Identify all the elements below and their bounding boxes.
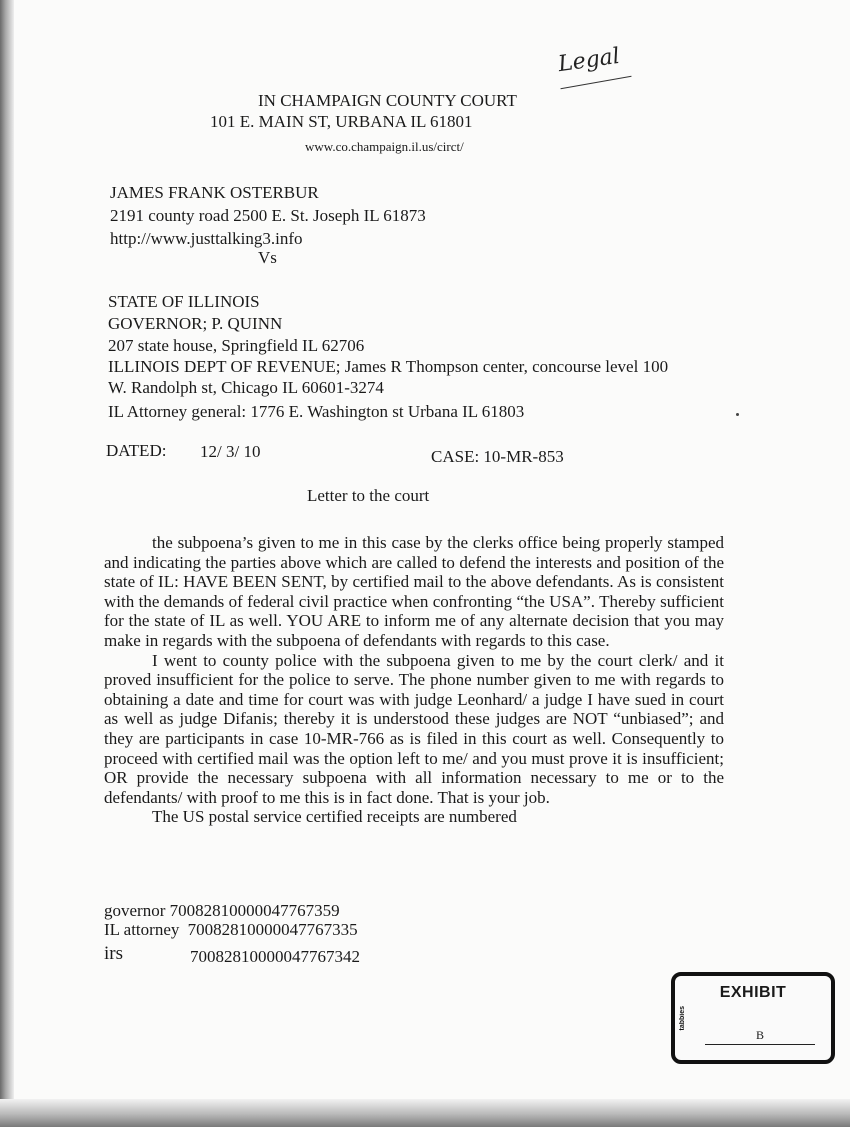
body-paragraph: the subpoena’s given to me in this case by the clerks office being properly stamped and indicating the parties above which are called to defend the interests and position of the state of IL: HAVE BEEN SENT, by certified mail to the above defendants. As is consistent with the demands of federal civil practice when confronting “the USA”. Thereby sufficient for the state of IL as well. YOU ARE to inform me of any alternate decision that you may make in regards with the subpoena of defendants with regards to this case.	[104, 533, 724, 650]
body-paragraph: The US postal service certified receipts are numbered	[152, 807, 517, 827]
court-name: IN CHAMPAIGN COUNTY COURT	[258, 91, 517, 110]
versus-label: Vs	[258, 248, 277, 267]
plaintiff-website: http://www.justtalking3.info	[110, 229, 303, 248]
plaintiff-name: JAMES FRANK OSTERBUR	[110, 183, 319, 202]
receipt-label: IL attorney	[104, 920, 180, 939]
handwritten-underline	[560, 76, 631, 89]
receipt-attorney	[104, 920, 358, 940]
exhibit-title: EXHIBIT	[719, 984, 787, 1001]
exhibit-sticker	[671, 972, 835, 1064]
dated-value: 12/ 3/ 10	[200, 442, 261, 461]
body-paragraph: I went to county police with the subpoena given to me by the court clerk/ and it proved insufficient for the police to serve. The phone number given to me with regards to obtaining a date and time for court was with judge Leonhard/ a judge I have sued in court as well as judge Difanis; thereby it is understood these judges are NOT “unbiased”; and they are participants in case 10-MR-766 as is filed in this court as well. Consequently to proceed with certified mail was the option left to me/ and you must prove it is insufficient; OR provide the necessary subpoena with all information necessary to me or to the defendants/ with proof to me this is in fact done. That is your job.	[104, 650, 724, 807]
exhibit-letter: B	[705, 1028, 815, 1045]
scan-edge-bottom	[0, 1099, 850, 1127]
receipt-irs-label: irs	[104, 943, 123, 964]
defendant-line: W. Randolph st, Chicago IL 60601-3274	[108, 378, 384, 397]
court-website: www.co.champaign.il.us/circt/	[305, 139, 464, 154]
dated-label: DATED:	[106, 441, 167, 460]
receipt-number: 70082810000047767335	[187, 920, 358, 939]
letter-title: Letter to the court	[307, 486, 430, 505]
defendant-line: STATE OF ILLINOIS	[108, 292, 260, 311]
defendant-line: GOVERNOR; P. QUINN	[108, 314, 283, 333]
handwritten-note: Legal	[556, 43, 622, 78]
case-number: CASE: 10-MR-853	[431, 447, 564, 466]
scan-edge-left	[0, 0, 14, 1127]
court-address: 101 E. MAIN ST, URBANA IL 61801	[210, 112, 473, 131]
exhibit-brand: tabbies	[679, 1006, 686, 1031]
defendant-line: ILLINOIS DEPT OF REVENUE; James R Thompson center, concourse level 100	[108, 357, 669, 376]
receipt-number: 70082810000047767359	[169, 901, 340, 920]
receipt-governor	[104, 901, 340, 921]
plaintiff-address: 2191 county road 2500 E. St. Joseph IL 61873	[110, 206, 426, 225]
receipt-label: governor	[104, 901, 166, 920]
letter-body	[104, 533, 724, 827]
receipt-irs-number: 70082810000047767342	[190, 947, 360, 966]
defendant-line: IL Attorney general: 1776 E. Washington st Urbana IL 61803	[108, 402, 525, 421]
scan-speck	[736, 413, 739, 416]
defendant-line: 207 state house, Springfield IL 62706	[108, 336, 365, 355]
